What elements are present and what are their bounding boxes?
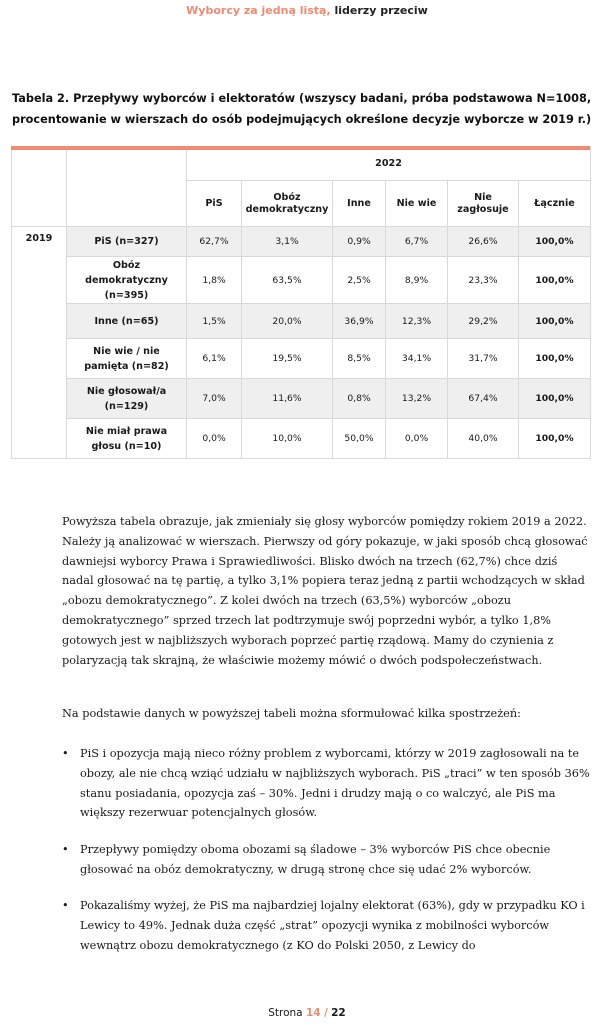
col-header-pis: PiS bbox=[187, 181, 242, 227]
row-label: Inne (n=65) bbox=[67, 304, 187, 339]
table-cell: 67,4% bbox=[448, 379, 519, 419]
table-corner-cell bbox=[12, 147, 67, 227]
table-cell-total: 100,0% bbox=[519, 257, 591, 304]
table-cell: 13,2% bbox=[386, 379, 448, 419]
table-corner-cell bbox=[67, 147, 187, 227]
col-header-oboz: Obóz demokratyczny bbox=[242, 181, 333, 227]
table-row bbox=[12, 419, 591, 459]
paragraph-intro-observations: Na podstawie danych w powyższej tabeli można sformułować kilka spostrzeżeń: bbox=[62, 707, 521, 720]
col-header-nie-wie: Nie wie bbox=[386, 181, 448, 227]
bullet-icon: • bbox=[62, 899, 69, 912]
table-cell: 6,7% bbox=[386, 227, 448, 257]
table-cell: 0,0% bbox=[386, 419, 448, 459]
row-label: Nie głosował/a (n=129) bbox=[67, 379, 187, 419]
table-cell: 1,8% bbox=[187, 257, 242, 304]
running-header bbox=[0, 4, 614, 18]
table-row bbox=[12, 227, 591, 257]
table-cell-total: 100,0% bbox=[519, 304, 591, 339]
table-cell: 20,0% bbox=[242, 304, 333, 339]
table-row bbox=[12, 379, 591, 419]
row-label: Obóz demokratyczny (n=395) bbox=[67, 257, 187, 304]
table-cell: 50,0% bbox=[333, 419, 386, 459]
table-cell: 2,5% bbox=[333, 257, 386, 304]
paragraph-analysis: Powyższa tabela obrazuje, jak zmieniały się głosy wyborców pomiędzy rokiem 2019 a 2022. Należy ją analizować w wierszach. Pierwszy od góry pokazuje, w jaki sposób chcą głosować dawniejsi wyborcy Prawa i Sprawiedliwości. Blisko dwóch na trzech (62,7%) chce dziś nadal głosować na tę partię, a tylko 3,1% popiera teraz jedną z partii wchodzących w skład „obozu demokratycznego”. Z kolei dwóch na trzech (63,5%) wyborców „obozu demokratycznego” sprzed trzech lat podtrzymuje swój poprzedni wybór, a tylko 1,8% gotowych jest w najbliższych wyborach poprzeć partię rządową. Mamy do czynienia z polaryzacją tak skrajną, że właściwie możemy mówić o dwóch podspołeczeństwach. bbox=[62, 515, 588, 667]
table-cell-total: 100,0% bbox=[519, 379, 591, 419]
table-cell-total: 100,0% bbox=[519, 227, 591, 257]
table-cell: 7,0% bbox=[187, 379, 242, 419]
bullet-text: Pokazaliśmy wyżej, że PiS ma najbardziej lojalny elektorat (63%), gdy w przypadku KO i Lewicy to 49%. Jednak duża część „strat” opozycji wynika z mobilności wyborców wewnątrz obozu demokratycznego (z KO do Polski 2050, z Lewicy do bbox=[80, 899, 585, 952]
table-cell: 8,5% bbox=[333, 339, 386, 379]
table-row bbox=[12, 339, 591, 379]
year-2019-label: 2019 bbox=[12, 227, 67, 459]
caption-line-2: procentowanie w wierszach do osób podejmujących określone decyzje wyborcze w 2019 r.) bbox=[12, 113, 592, 126]
caption-line-1: Tabela 2. Przepływy wyborców i elektoratów (wszyscy badani, próba podstawowa N=1008, bbox=[12, 92, 592, 105]
table-row bbox=[12, 257, 591, 304]
footer-label: Strona bbox=[268, 1007, 303, 1019]
table-cell: 8,9% bbox=[386, 257, 448, 304]
table-cell: 19,5% bbox=[242, 339, 333, 379]
list-item bbox=[62, 840, 592, 880]
page-footer bbox=[0, 1006, 614, 1020]
table-cell: 31,7% bbox=[448, 339, 519, 379]
bullet-list bbox=[62, 896, 592, 955]
header-title-part2: liderzy przeciw bbox=[330, 4, 428, 17]
table-cell: 36,9% bbox=[333, 304, 386, 339]
col-header-nie-zaglosuje: Nie zagłosuje bbox=[448, 181, 519, 227]
row-label: Nie miał prawa głosu (n=10) bbox=[67, 419, 187, 459]
table-cell: 12,3% bbox=[386, 304, 448, 339]
bullet-text: Przepływy pomiędzy oboma obozami są śladowe – 3% wyborców PiS chce obecnie głosować na obóz demokratyczny, w drugą stronę chce się udać 2% wyborców. bbox=[80, 843, 551, 876]
table-accent-bar bbox=[11, 146, 590, 150]
table-cell: 23,3% bbox=[448, 257, 519, 304]
table-cell: 63,5% bbox=[242, 257, 333, 304]
table-cell: 11,6% bbox=[242, 379, 333, 419]
bullet-list bbox=[62, 840, 592, 880]
list-item bbox=[62, 744, 592, 823]
table-cell: 0,9% bbox=[333, 227, 386, 257]
table-cell: 0,0% bbox=[187, 419, 242, 459]
table-cell: 34,1% bbox=[386, 339, 448, 379]
row-label: Nie wie / nie pamięta (n=82) bbox=[67, 339, 187, 379]
total-pages: 22 bbox=[331, 1007, 346, 1019]
row-label: PiS (n=327) bbox=[67, 227, 187, 257]
table-cell: 0,8% bbox=[333, 379, 386, 419]
table-cell: 29,2% bbox=[448, 304, 519, 339]
bullet-icon: • bbox=[62, 747, 69, 760]
table-cell: 6,1% bbox=[187, 339, 242, 379]
table-row bbox=[12, 304, 591, 339]
page-separator: / bbox=[323, 1007, 328, 1019]
voter-flow-table bbox=[11, 146, 591, 459]
table-cell: 1,5% bbox=[187, 304, 242, 339]
table-cell: 10,0% bbox=[242, 419, 333, 459]
col-header-inne: Inne bbox=[333, 181, 386, 227]
bullet-text: PiS i opozycja mają nieco różny problem z wyborcami, którzy w 2019 zagłosowali na te obozy, ale nie chcą wziąć udziału w najbliższych wyborach. PiS „traci” w ten sposób 36% stanu posiadania, opozycja zaś – 30%. Jedni i drudzy mają o co walczyć, ale PiS ma większy rezerwuar potencjalnych głosów. bbox=[80, 747, 590, 820]
bullet-icon: • bbox=[62, 843, 69, 856]
col-header-lacznie: Łącznie bbox=[519, 181, 591, 227]
list-item bbox=[62, 896, 592, 955]
table-cell: 40,0% bbox=[448, 419, 519, 459]
table-cell-total: 100,0% bbox=[519, 339, 591, 379]
bullet-list bbox=[62, 744, 592, 823]
current-page-number: 14 bbox=[305, 1007, 321, 1019]
table-cell: 62,7% bbox=[187, 227, 242, 257]
table-caption bbox=[12, 88, 602, 130]
header-title-part1: Wyborcy za jedną listą, bbox=[186, 4, 331, 17]
table-cell: 26,6% bbox=[448, 227, 519, 257]
year-2022-header: 2022 bbox=[187, 147, 591, 181]
table-cell-total: 100,0% bbox=[519, 419, 591, 459]
table-cell: 3,1% bbox=[242, 227, 333, 257]
